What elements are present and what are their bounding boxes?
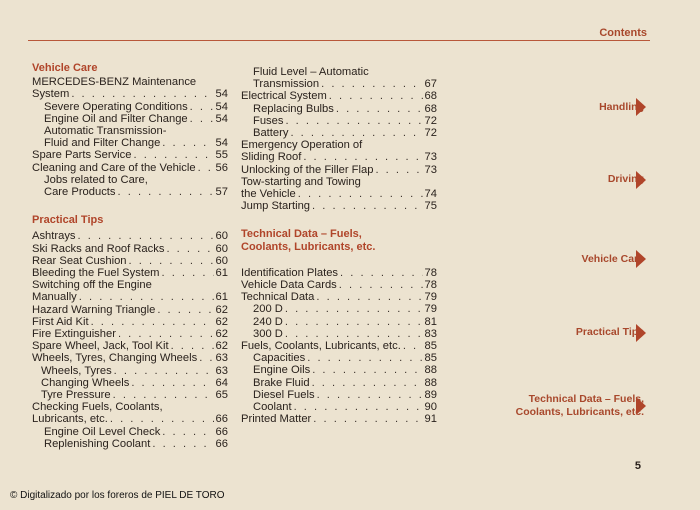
toc-entry[interactable]: First Aid Kit . . . 62 [32,316,228,328]
toc-entry[interactable]: Printed Matter . . . 91 [241,413,437,425]
toc-entry[interactable]: Jump Starting . . . 75 [241,200,437,212]
toc-entry[interactable]: Diesel Fuels . . . 89 [241,389,437,401]
arrow-right-icon[interactable] [636,98,646,116]
section-heading-vehicle-care: Vehicle Care [32,62,98,74]
toc-entry[interactable]: Bleeding the Fuel System . . . 61 [32,267,228,279]
arrow-right-icon[interactable] [636,171,646,189]
toc-entry[interactable]: Battery . . . 72 [241,127,437,139]
toc-entry[interactable]: System . . . 54 [32,88,228,100]
toc-entry[interactable]: Engine Oil and Filter Change . . . 54 [32,113,228,125]
arrow-right-icon[interactable] [636,397,646,415]
toc-entry[interactable]: Fire Extinguisher . . . 62 [32,328,228,340]
toc-entry[interactable]: Electrical System . . . 68 [241,90,437,102]
toc-entry[interactable]: Identification Plates . . . 78 [241,267,437,279]
toc-entry[interactable]: Capacities . . . 85 [241,352,437,364]
scan-credit: © Digitalizado por los foreros de PIEL DE TORO [10,490,225,501]
toc-entry[interactable]: Hazard Warning Triangle . . . 62 [32,304,228,316]
contents-column-2 [241,66,437,425]
toc-entry[interactable]: Severe Operating Conditions . . . 54 [32,101,228,113]
section-heading-practical-tips: Practical Tips [32,214,104,227]
toc-entry[interactable]: Vehicle Data Cards . . . 78 [241,279,437,291]
toc-entry[interactable]: Ashtrays . . . 60 [32,230,228,242]
contents-column-1 [32,62,228,450]
chapter-tab-vehicle-care[interactable]: Vehicle Care [581,253,644,265]
chapter-tab-driving[interactable]: Driving [607,173,644,185]
page-number: 5 [634,460,641,472]
toc-entry[interactable]: Fuses . . . 72 [241,115,437,127]
toc-entry[interactable]: Jobs related to Care, [44,173,148,186]
section-heading-technical-data: Technical Data – Fuels, Coolants, Lubricants, etc. [241,228,376,253]
toc-entry[interactable]: Rear Seat Cushion . . . 60 [32,255,228,267]
toc-entry: MERCEDES-BENZ Maintenance [32,76,197,89]
toc-entry[interactable]: Wheels, Tyres, Changing Wheels . . . 63 [32,352,228,364]
header-rule [28,40,650,41]
toc-entry[interactable]: Transmission . . . 67 [241,78,437,90]
arrow-right-icon[interactable] [636,250,646,268]
electrical-list [241,66,437,212]
chapter-tab-technical-data[interactable]: Technical Data – Fuels, Coolants, Lubricants, etc. [515,393,644,418]
toc-entry[interactable]: Manually . . . 61 [32,291,228,303]
toc-entry[interactable]: 240 D . . . 81 [241,316,437,328]
toc-entry[interactable]: Lubricants, etc. . . . 66 [32,413,228,425]
toc-entry[interactable]: Coolant . . . 90 [241,401,437,413]
toc-entry[interactable]: Automatic Transmission- [44,125,167,138]
toc-entry[interactable]: Brake Fluid . . . 88 [241,377,437,389]
page-ref: 54 [215,88,228,101]
toc-entry[interactable]: Care Products . . . 57 [32,186,228,198]
toc-entry[interactable]: Cleaning and Care of the Vehicle . . . 56 [32,162,228,174]
toc-entry[interactable]: Emergency Operation of [241,139,363,152]
toc-entry[interactable]: Replacing Bulbs . . . 68 [241,103,437,115]
technical-data-list [241,267,437,426]
toc-entry[interactable]: Technical Data . . . 79 [241,291,437,303]
toc-entry[interactable]: Changing Wheels . . . 64 [32,377,228,389]
toc-entry[interactable]: 200 D . . . 79 [241,303,437,315]
toc-entry[interactable]: Ski Racks and Roof Racks . . . 60 [32,243,228,255]
practical-tips-list [32,230,228,450]
toc-entry[interactable]: Engine Oils . . . 88 [241,364,437,376]
toc-entry[interactable]: Fuels, Coolants, Lubricants, etc. . . . 85 [241,340,437,352]
toc-entry[interactable]: Engine Oil Level Check . . . 66 [32,426,228,438]
vehicle-care-list [32,76,228,198]
toc-entry[interactable]: Tyre Pressure . . . 65 [32,389,228,401]
toc-entry[interactable]: Replenishing Coolant . . . 66 [32,438,228,450]
header-title: Contents [599,27,647,39]
arrow-right-icon[interactable] [636,324,646,342]
toc-entry[interactable]: Sliding Roof . . . 73 [241,151,437,163]
toc-entry[interactable]: Fluid Level – Automatic [253,66,369,78]
toc-entry[interactable]: Spare Wheel, Jack, Tool Kit . . . 62 [32,340,228,352]
chapter-tab-practical-tips[interactable]: Practical Tips [575,326,644,338]
chapter-tab-handling[interactable]: Handling [599,101,644,113]
toc-entry[interactable]: Checking Fuels, Coolants, [32,401,163,414]
toc-entry[interactable]: Spare Parts Service . . . 55 [32,149,228,161]
toc-entry[interactable]: 300 D . . . 83 [241,328,437,340]
toc-entry[interactable]: Fluid and Filter Change . . . 54 [32,137,228,149]
toc-entry[interactable]: Wheels, Tyres . . . 63 [32,365,228,377]
toc-entry[interactable]: Unlocking of the Filler Flap . . . 73 [241,164,437,176]
toc-entry[interactable]: Switching off the Engine [32,279,152,292]
toc-entry[interactable]: the Vehicle . . . 74 [241,188,437,200]
toc-entry[interactable]: Tow-starting and Towing [241,175,361,188]
